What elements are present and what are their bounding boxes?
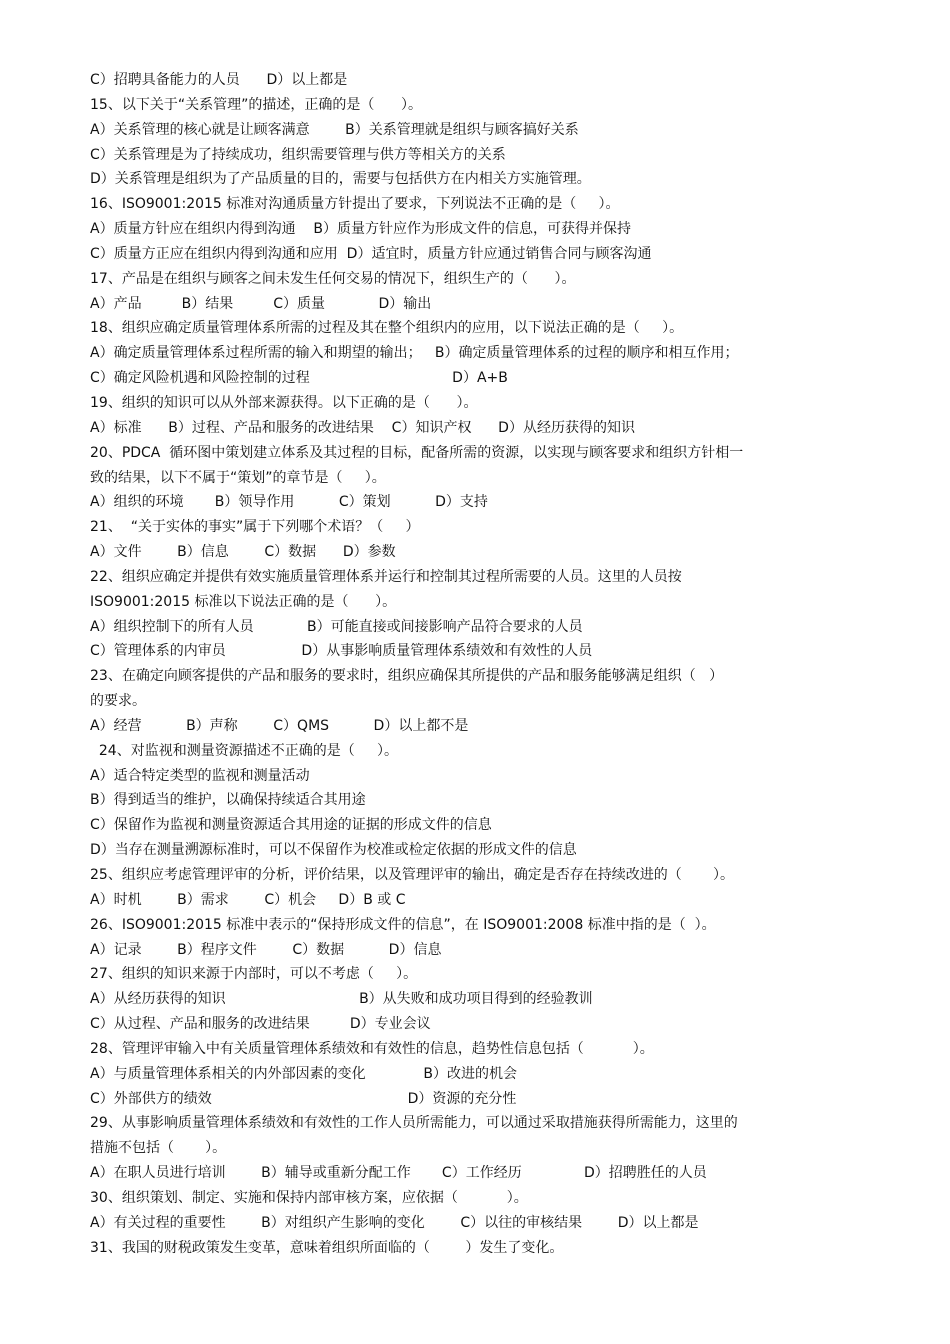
text-line: 26、ISO9001:2015 标准中表示的“保持形成文件的信息”，在 ISO9001:2008 标准中指的是（ ）。 xyxy=(90,916,716,933)
text-line: A）与质量管理体系相关的内外部因素的变化 B）改进的机会 xyxy=(90,1065,518,1082)
text-line: A）经营 B）声称 C）QMS D）以上都不是 xyxy=(90,717,469,734)
text-line: 20、PDCA 循环图中策划建立体系及其过程的目标，配备所需的资源，以实现与顾客要求和组织方针相一 xyxy=(90,444,744,461)
text-line: C）确定风险机遇和风险控制的过程 D）A+B xyxy=(90,370,508,387)
text-line: 24、对监视和测量资源描述不正确的是（ ）。 xyxy=(90,742,398,759)
text-line: ISO9001:2015 标准以下说法正确的是（ ）。 xyxy=(90,593,397,610)
text-line: 致的结果，以下不属于“策划”的章节是（ ）。 xyxy=(90,469,386,486)
text-line: A）适合特定类型的监视和测量活动 xyxy=(90,767,310,784)
text-line: C）保留作为监视和测量资源适合其用途的证据的形成文件的信息 xyxy=(90,817,492,834)
text-line: 措施不包括（ ）。 xyxy=(90,1140,227,1157)
text-line: A）标准 B）过程、产品和服务的改进结果 C）知识产权 D）从经历获得的知识 xyxy=(90,419,635,436)
text-line: 22、组织应确定并提供有效实施质量管理体系并运行和控制其过程所需要的人员。这里的人员按 xyxy=(90,568,682,585)
text-line: C）外部供方的绩效 D）资源的充分性 xyxy=(90,1090,517,1107)
text-line: C）从过程、产品和服务的改进结果 D）专业会议 xyxy=(90,1016,431,1033)
text-line: A）确定质量管理体系过程所需的输入和期望的输出； B）确定质量管理体系的过程的顺序和相互作用； xyxy=(90,345,739,362)
text-line: A）从经历获得的知识 B）从失败和成功项目得到的经验教训 xyxy=(90,991,593,1008)
text-line: 23、在确定向顾客提供的产品和服务的要求时，组织应确保其所提供的产品和服务能够满足组织（ ） xyxy=(90,668,724,685)
text-line: 16、ISO9001:2015 标准对沟通质量方针提出了要求，下列说法不正确的是（ ）。 xyxy=(90,196,620,213)
text-line: 19、组织的知识可以从外部来源获得。以下正确的是（ ）。 xyxy=(90,394,478,411)
text-line: 18、组织应确定质量管理体系所需的过程及其在整个组织内的应用，以下说法正确的是（ ）。 xyxy=(90,320,684,337)
text-line: 27、组织的知识来源于内部时，可以不考虑（ ）。 xyxy=(90,966,418,983)
text-line: 25、组织应考虑管理评审的分析，评价结果，以及管理评审的输出，确定是否存在持续改进的（ ）。 xyxy=(90,867,734,883)
text-line: A）时机 B）需求 C）机会 D）B 或 C xyxy=(90,891,406,908)
text-line: D）关系管理是组织为了产品质量的目的，需要与包括供方在内相关方实施管理。 xyxy=(90,171,591,188)
text-line: C）质量方正应在组织内得到沟通和应用 D）适宜时，质量方针应通过销售合同与顾客沟通 xyxy=(90,245,652,262)
text-line: A）产品 B）结果 C）质量 D）输出 xyxy=(90,295,432,312)
text-line: A）组织的环境 B）领导作用 C）策划 D）支持 xyxy=(90,494,488,511)
text-line: A）文件 B）信息 C）数据 D）参数 xyxy=(90,544,396,561)
text-line: B）得到适当的维护，以确保持续适合其用途 xyxy=(90,792,366,809)
text-line: A）关系管理的核心就是让顾客满意 B）关系管理就是组织与顾客搞好关系 xyxy=(90,121,579,138)
text-line: D）当存在测量溯源标准时，可以不保留作为校准或检定依据的形成文件的信息 xyxy=(90,842,577,859)
text-line: A）组织控制下的所有人员 B）可能直接或间接影响产品符合要求的人员 xyxy=(90,618,583,635)
text-line: 28、管理评审输入中有关质量管理体系绩效和有效性的信息，趋势性信息包括（ ）。 xyxy=(90,1040,654,1057)
text-line: 17、产品是在组织与顾客之间未发生任何交易的情况下，组织生产的（ ）。 xyxy=(90,270,576,287)
text-line: 31、我国的财税政策发生变革，意味着组织所面临的（ ）发生了变化。 xyxy=(90,1239,564,1256)
text-line: 21、 “关于实体的事实”属于下列哪个术语？（ ） xyxy=(90,519,420,536)
text-line: A）在职人员进行培训 B）辅导或重新分配工作 C）工作经历 D）招聘胜任的人员 xyxy=(90,1165,707,1182)
text-line: A）有关过程的重要性 B）对组织产生影响的变化 C）以往的审核结果 D）以上都是 xyxy=(90,1214,699,1231)
document-page xyxy=(90,68,870,1261)
text-line: C）招聘具备能力的人员 D）以上都是 xyxy=(90,72,348,88)
text-line: 的要求。 xyxy=(90,693,146,710)
text-line: C）关系管理是为了持续成功，组织需要管理与供方等相关方的关系 xyxy=(90,146,506,163)
text-line: A）记录 B）程序文件 C）数据 D）信息 xyxy=(90,941,442,958)
text-line: 29、从事影响质量管理体系绩效和有效性的工作人员所需能力，可以通过采取措施获得所需能力，这里的 xyxy=(90,1115,738,1132)
text-line: A）质量方针应在组织内得到沟通 B）质量方针应作为形成文件的信息，可获得并保持 xyxy=(90,221,631,238)
text-line: 15、以下关于“关系管理”的描述，正确的是（ ）。 xyxy=(90,96,423,113)
text-line: 30、组织策划、制定、实施和保持内部审核方案，应依据（ ）。 xyxy=(90,1189,528,1206)
text-line: C）管理体系的内审员 D）从事影响质量管理体系绩效和有效性的人员 xyxy=(90,643,593,660)
